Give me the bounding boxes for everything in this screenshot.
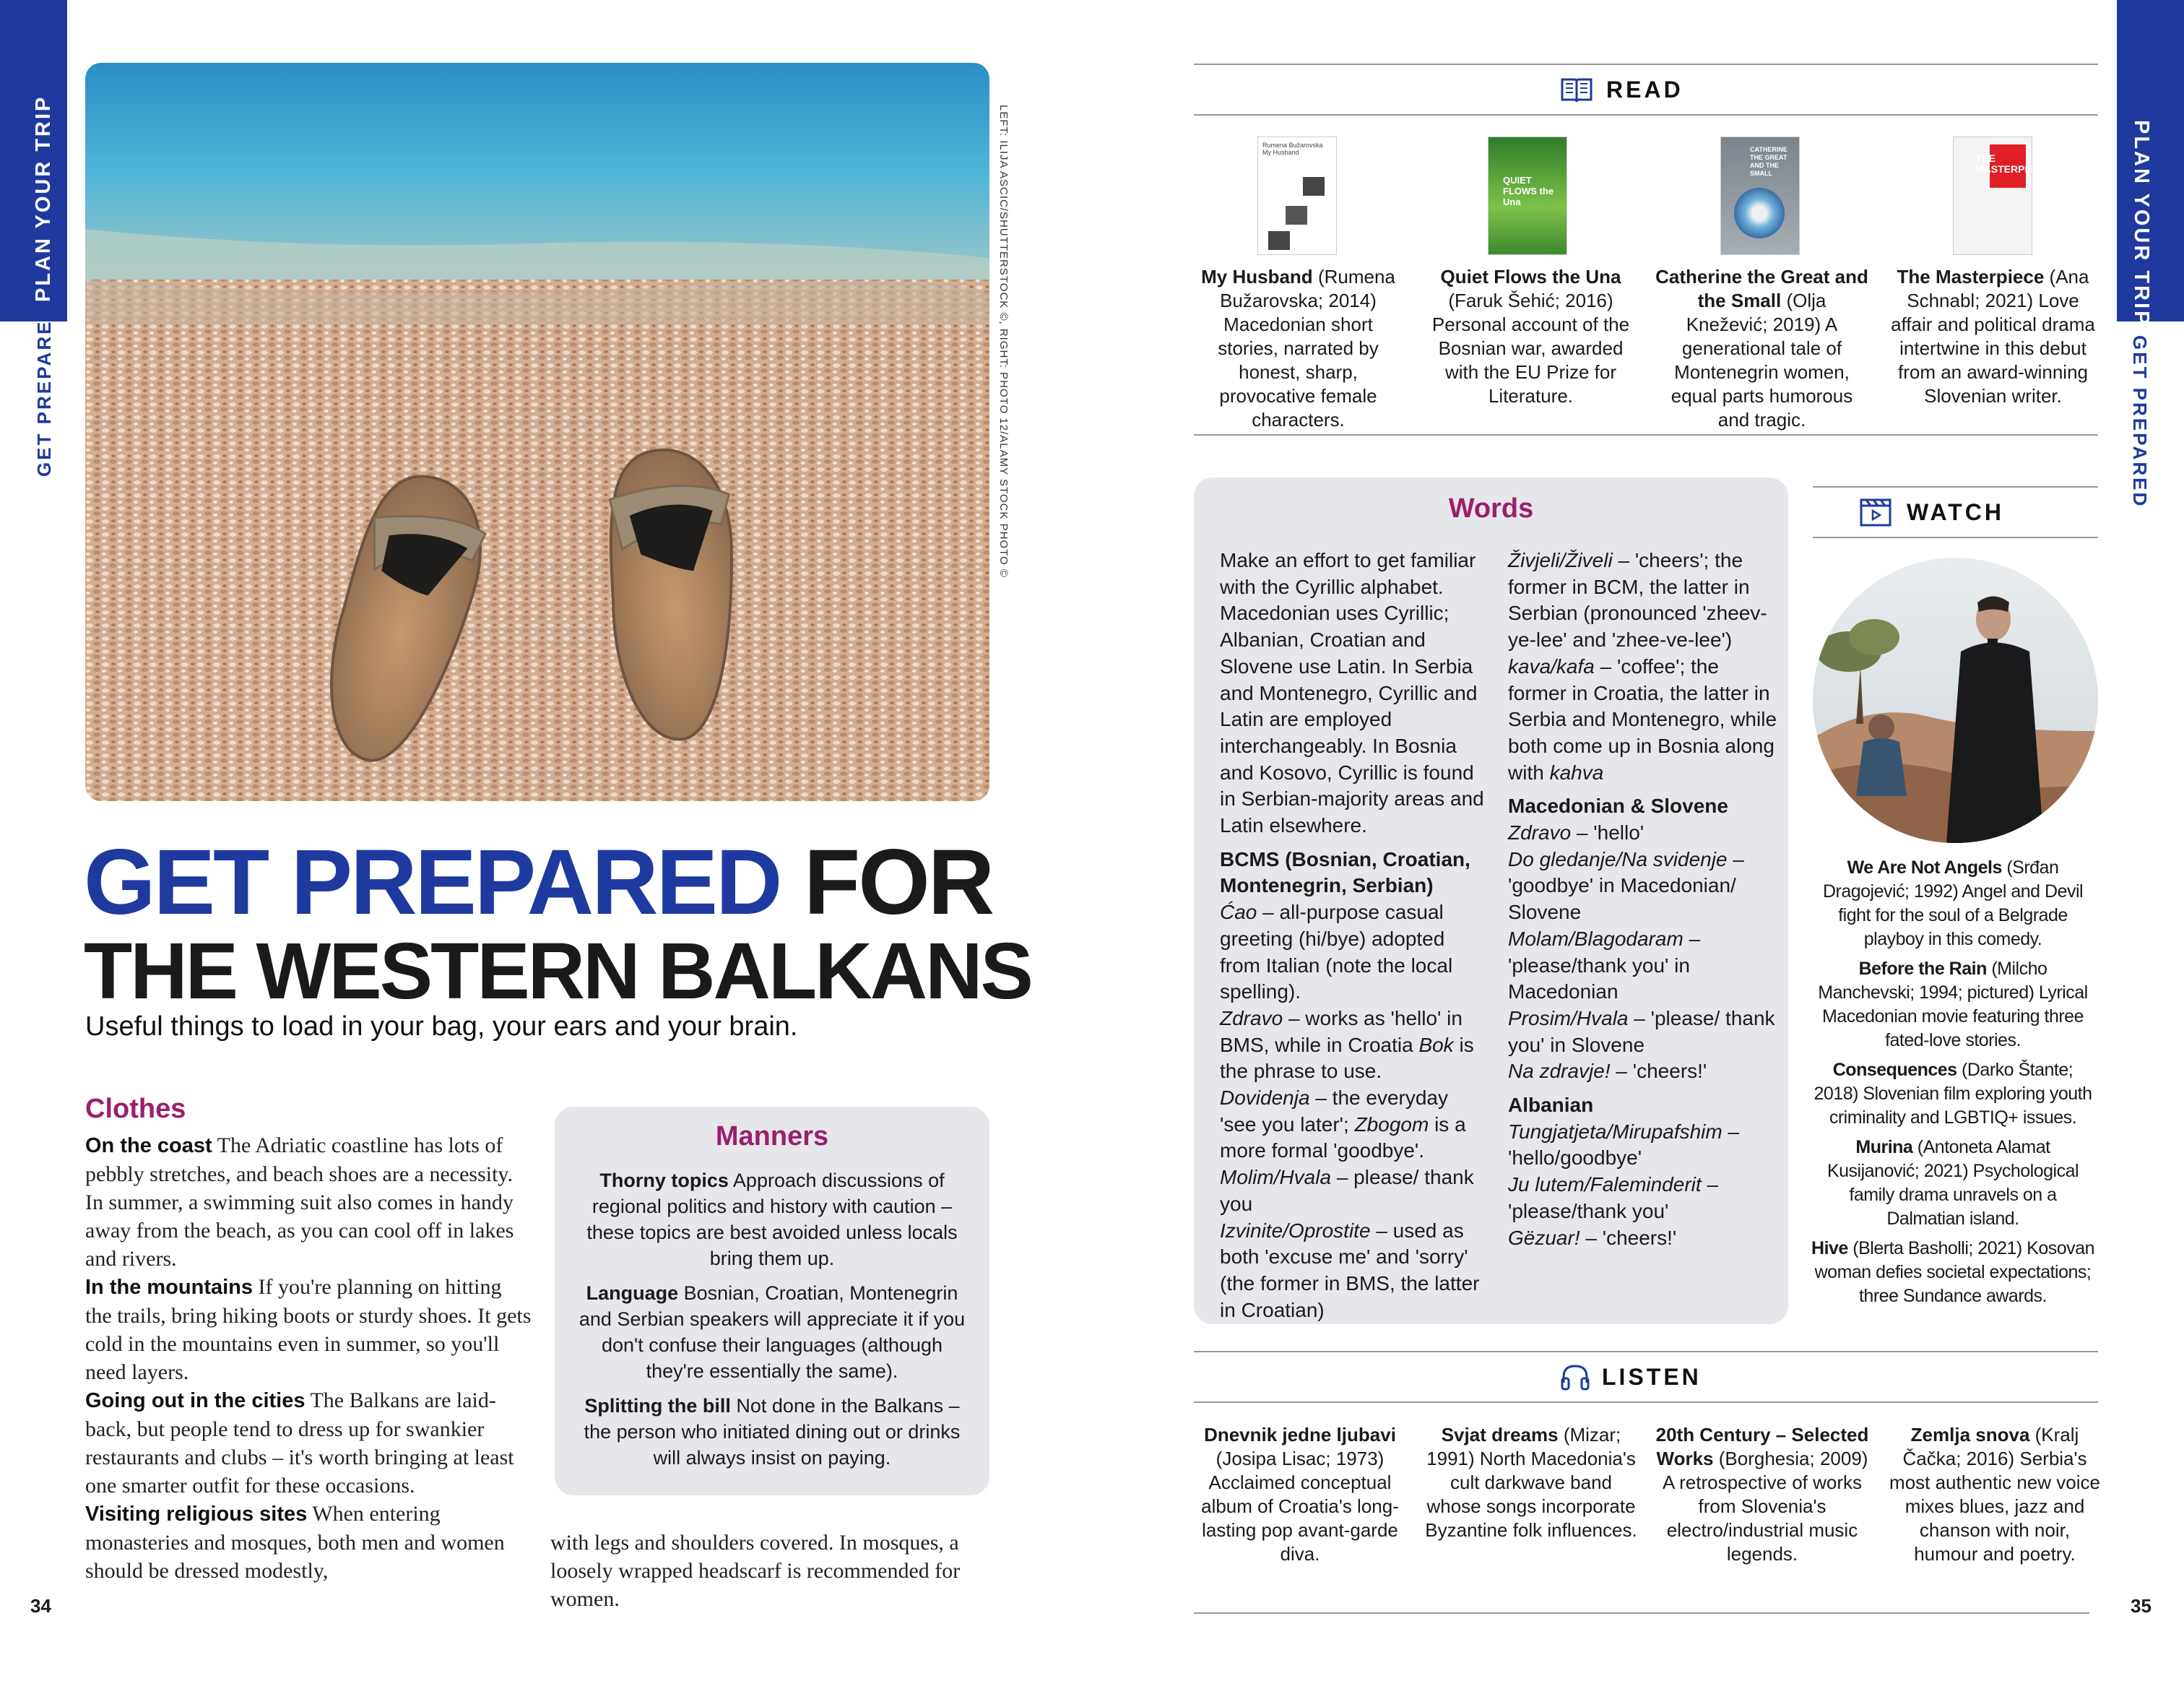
- watch-label: WATCH: [1907, 498, 2004, 525]
- phrase: Ćao – all-purpose casual greeting (hi/bye) adopted from Italian (note the local spelling).: [1220, 901, 1453, 1003]
- bcms-heading: BCMS (Bosnian, Croatian, Montenegrin, Serbian): [1220, 847, 1470, 897]
- phrase: Gëzuar! – 'cheers!': [1508, 1226, 1677, 1249]
- book-cover-quiet-flows: QUIET FLOWS the Una: [1488, 137, 1567, 255]
- phrase: Živjeli/Živeli – 'cheers'; the former in BCM, the latter in Serbian (pronounced 'zheev-ye-lee' and 'zhee-ve-lee'): [1508, 549, 1767, 652]
- phrase: kava/kafa – 'coffee'; the former in Croatia, the latter in Serbia and Montenegro, while both come up in Bosnia along with kahva: [1508, 654, 1777, 784]
- divider: [1194, 1401, 2098, 1403]
- phrase: Molim/Hvala – please/ thank you: [1220, 1166, 1474, 1215]
- listen-label: LISTEN: [1602, 1363, 1702, 1390]
- phrase: Zdravo – 'hello': [1508, 821, 1644, 844]
- subheadline: Useful things to load in your bag, your ears and your brain.: [85, 1011, 798, 1042]
- phrase: Na zdravje! – 'cheers!': [1508, 1060, 1707, 1083]
- film-list: [1811, 856, 2094, 1314]
- section-label: GET PREPARED: [33, 303, 55, 477]
- book-caption: My Husband (Rumena Bužarovska; 2014) Macedonian short stories, narrated by honest, sharp, provocative female characters.: [1201, 266, 1395, 431]
- album-caption: Svjat dreams (Mizar; 1991) North Macedonia's cult darkwave band whose songs incorporate Byzantine folk influences.: [1425, 1424, 1637, 1541]
- words-title: Words: [1448, 493, 1534, 524]
- clothes-item: Going out in the cities The Balkans are laid-back, but people tend to dress up for swankier restaurants and clubs – it's worth bringing at least one smarter outfit for these occasions.: [85, 1388, 514, 1498]
- film-item: Hive (Blerta Basholli; 2021) Kosovan woman defies societal expectations; three Sundance awards.: [1811, 1238, 2094, 1306]
- page-number: 34: [30, 1595, 51, 1617]
- clothes-body: [85, 1131, 532, 1585]
- phrase: Ju lutem/Faleminderit – 'please/thank you': [1508, 1173, 1719, 1222]
- page-number: 35: [2131, 1595, 2152, 1617]
- before-the-rain-still: [1813, 558, 2098, 843]
- phrase: Zdravo – works as 'hello' in BMS, while in Croatia Bok is the phrase to use.: [1220, 1006, 1474, 1083]
- clothes-item: Visiting religious sites When entering monasteries and mosques, both men and women should be dressed modestly,: [85, 1502, 505, 1583]
- manners-item: Splitting the bill Not done in the Balkans – the person who initiated dining out or drinks will always insist on paying.: [584, 1395, 961, 1469]
- book-cover-masterpiece: THE MASTERPIECE: [1953, 137, 2032, 255]
- divider: [1194, 64, 2098, 65]
- manners-title: Manners: [715, 1121, 829, 1151]
- listen-header: [1560, 1362, 1702, 1391]
- phrase: Prosim/Hvala – 'please/ thank you' in Slovene: [1508, 1006, 1775, 1056]
- headline-blue: GET PREPARED: [84, 831, 781, 934]
- phrase: Tungjatjeta/Mirupafshim – 'hello/goodbye': [1508, 1120, 1740, 1170]
- clothes-item: In the mountains If you're planning on hitting the trails, bring hiking boots or sturdy shoes. It gets cold in the mountains even in summer, so you'll need layers.: [85, 1275, 532, 1384]
- phrase: Izvinite/Oprostite – used as both 'excuse me' and 'sorry' (the former in BMS, the latter in Croatian): [1220, 1219, 1480, 1321]
- manners-item: Language Bosnian, Croatian, Montenegrin and Serbian speakers will appreciate it if you don't confuse their languages (although they're essentially the same).: [578, 1282, 966, 1382]
- book-icon: [1560, 75, 1593, 104]
- clothes-continued: with legs and shoulders covered. In mosques, a loosely wrapped headscarf is recommended for women.: [550, 1531, 961, 1611]
- words-column-1: [1220, 548, 1488, 1323]
- film-item: Before the Rain (Milcho Manchevski; 1994; pictured) Lyrical Macedonian movie featuring three fated-love stories.: [1818, 959, 2088, 1050]
- words-column-2: [1508, 548, 1777, 1251]
- manners-box: [555, 1107, 989, 1495]
- words-intro: Make an effort to get familiar with the Cyrillic alphabet. Macedonian uses Cyrillic; Albanian, Croatian and Slovene use Latin. In Serbia and Montenegro, Cyrillic and Latin are employed interchangeably. In Bosnia and Kosovo, Cyrillic is found in Serbian-majority areas and Latin elsewhere.: [1220, 549, 1484, 837]
- headline-line2: THE WESTERN BALKANS: [84, 927, 1031, 1016]
- side-tab-label: PLAN YOUR TRIP: [32, 95, 55, 302]
- read-header: [1560, 75, 1684, 104]
- divider: [1194, 1612, 2089, 1614]
- clothes-title: Clothes: [85, 1094, 186, 1124]
- book-caption: Catherine the Great and the Small (Olja Knežević; 2019) A generational tale of Montenegrin women, equal parts humorous and tragic.: [1655, 266, 1868, 431]
- al-heading: Albanian: [1508, 1094, 1594, 1117]
- manners-item: Thorny topics Approach discussions of regional politics and history with caution – these topics are best avoided unless locals bring them up.: [586, 1170, 958, 1269]
- clothes-item: On the coast The Adriatic coastline has lots of pebbly stretches, and beach shoes are a necessity. In summer, a swimming suit also comes in handy away from the beach, as you can cool off in lakes and rivers.: [85, 1133, 514, 1271]
- side-tab-label: PLAN YOUR TRIP: [2130, 120, 2153, 327]
- album-caption: Zemlja snova (Kralj Čačka; 2016) Serbia's most authentic new voice mixes blues, jazz and chanson with noir, humour and poetry.: [1889, 1424, 2100, 1565]
- side-tab-left: [0, 0, 67, 321]
- divider: [1813, 537, 2098, 538]
- side-tab-right: [2117, 0, 2184, 327]
- book-cover-catherine: CATHERINE THE GREAT AND THE SMALL: [1720, 137, 1800, 255]
- read-label: READ: [1606, 76, 1684, 103]
- phrase: Do gledanje/Na svidenje – 'goodbye' in Macedonian/ Slovene: [1508, 847, 1744, 924]
- divider: [1813, 486, 2098, 488]
- photo-credit: LEFT: ILIJA ASCIC/SHUTTERSTOCK ©, RIGHT: PHOTO 12/ALAMY STOCK PHOTO ©: [997, 105, 1010, 578]
- divider: [1194, 434, 2098, 436]
- book-caption: Quiet Flows the Una (Faruk Šehić; 2016) Personal account of the Bosnian war, awarded with the EU Prize for Literature.: [1431, 266, 1630, 407]
- section-label: GET PREPARED: [2129, 335, 2151, 509]
- divider: [1194, 114, 2098, 116]
- film-item: Murina (Antoneta Alamat Kusijanović; 2021) Psychological family drama unravels on a Dalmatian island.: [1826, 1137, 2079, 1229]
- album-caption: Dnevnik jedne ljubavi (Josipa Lisac; 1973) Acclaimed conceptual album of Croatia's long-lasting pop avant-garde diva.: [1201, 1424, 1399, 1565]
- book-caption: The Masterpiece (Ana Schnabl; 2021) Love affair and political drama intertwine in this debut from an award-winning Slovenian writer.: [1891, 266, 2095, 407]
- beach-sandals-photo: [85, 63, 989, 801]
- phrase: Dovidenja – the everyday 'see you later'; Zbogom is a more formal 'goodbye'.: [1220, 1086, 1466, 1162]
- album-caption: 20th Century – Selected Works (Borghesia; 2009) A retrospective of works from Slovenia's electro/industrial music legends.: [1655, 1424, 1869, 1565]
- manners-body: [576, 1167, 968, 1471]
- headphones-icon: [1560, 1362, 1590, 1391]
- headline: [84, 831, 993, 934]
- watch-header: [1859, 497, 2004, 527]
- film-item: We Are Not Angels (Srđan Dragojević; 1992) Angel and Devil fight for the soul of a Belgrade playboy in this comedy.: [1822, 857, 2084, 949]
- phrase: Molam/Blagodaram – 'please/thank you' in Macedonian: [1508, 927, 1701, 1003]
- divider: [1194, 1351, 2098, 1352]
- film-item: Consequences (Darko Štante; 2018) Slovenian film exploring youth criminality and LGBTIQ+ issues.: [1814, 1060, 2092, 1128]
- mk-heading: Macedonian & Slovene: [1508, 795, 1728, 818]
- book-cover-my-husband: Rumena Bužarovska My Husband: [1257, 137, 1337, 255]
- clapperboard-icon: [1859, 497, 1892, 527]
- headline-black: FOR: [804, 831, 993, 934]
